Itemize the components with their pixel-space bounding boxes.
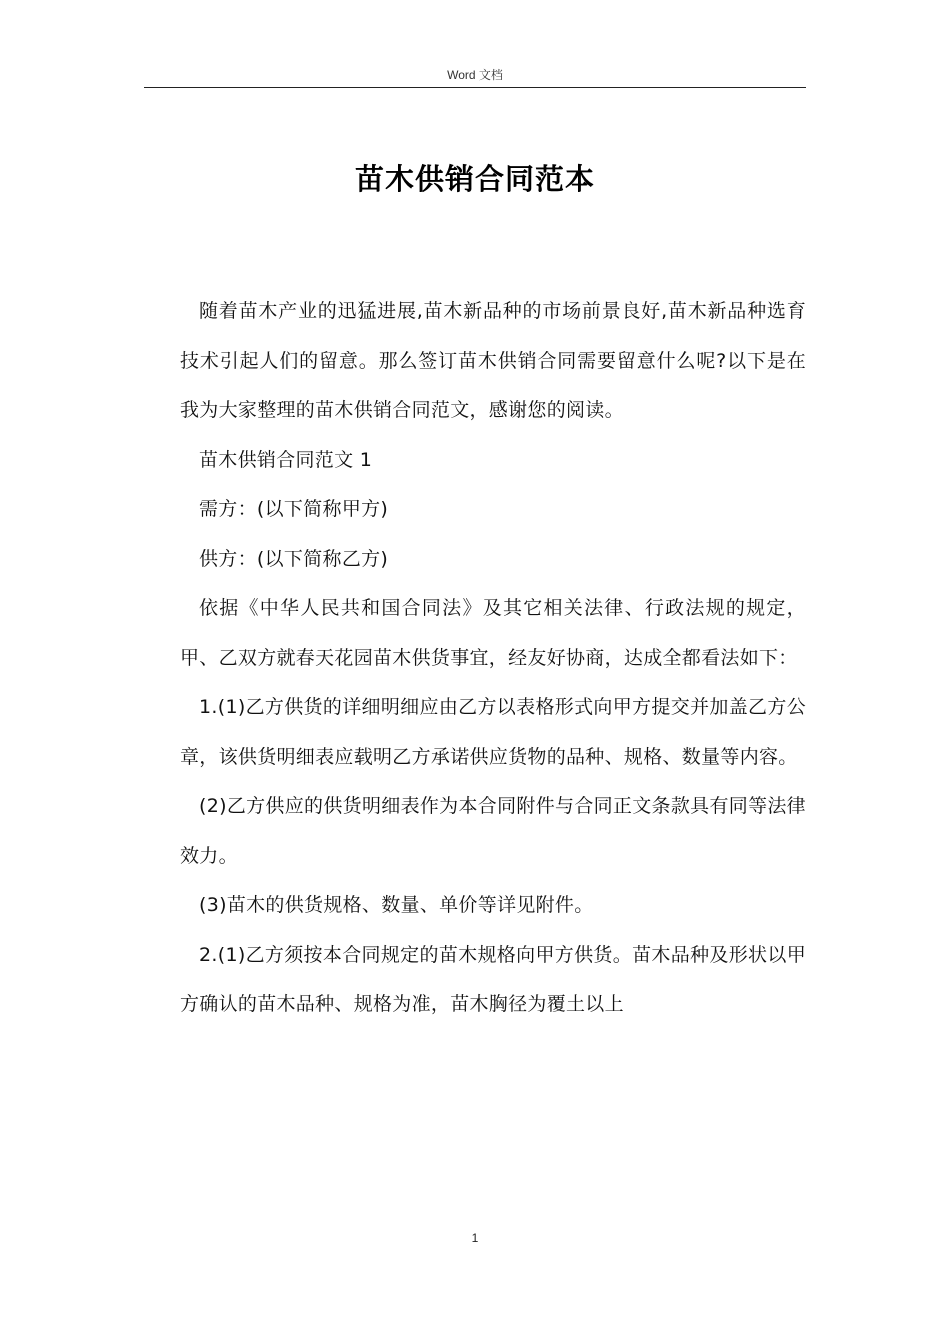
- document-body: [180, 287, 806, 1030]
- paragraph-preamble: 依据《中华人民共和国合同法》及其它相关法律、行政法规的规定，甲、乙双方就春天花园苗木供货事宜，经友好协商，达成全都看法如下：: [180, 597, 806, 669]
- page-number: 1: [471, 1231, 479, 1245]
- paragraph-clause-1-2: (2)乙方供应的供货明细表作为本合同附件与合同正文条款具有同等法律效力。: [180, 795, 806, 867]
- paragraph-intro: 随着苗木产业的迅猛进展,苗木新品种的市场前景良好,苗木新品种选育技术引起人们的留意。那么签订苗木供销合同需要留意什么呢?以下是在我为大家整理的苗木供销合同范文，感谢您的阅读。: [180, 300, 806, 421]
- paragraph-clause-2-1: 2.(1)乙方须按本合同规定的苗木规格向甲方供货。苗木品种及形状以甲方确认的苗木品种、规格为准，苗木胸径为覆土以上: [180, 943, 806, 1015]
- document-title: 苗木供销合同范本: [354, 162, 595, 196]
- paragraph-contract-heading: 苗木供销合同范文 1: [199, 448, 373, 471]
- paragraph-buyer: 需方：(以下简称甲方): [199, 498, 389, 520]
- header-divider: [144, 87, 806, 88]
- paragraph-clause-1-1: 1.(1)乙方供货的详细明细应由乙方以表格形式向甲方提交并加盖乙方公章，该供货明细表应载明乙方承诺供应货物的品种、规格、数量等内容。: [180, 696, 806, 768]
- paragraph-clause-1-3: (3)苗木的供货规格、数量、单价等详见附件。: [199, 894, 594, 916]
- document-header-label: Word 文档: [447, 68, 503, 82]
- paragraph-supplier: 供方：(以下简称乙方): [199, 547, 389, 570]
